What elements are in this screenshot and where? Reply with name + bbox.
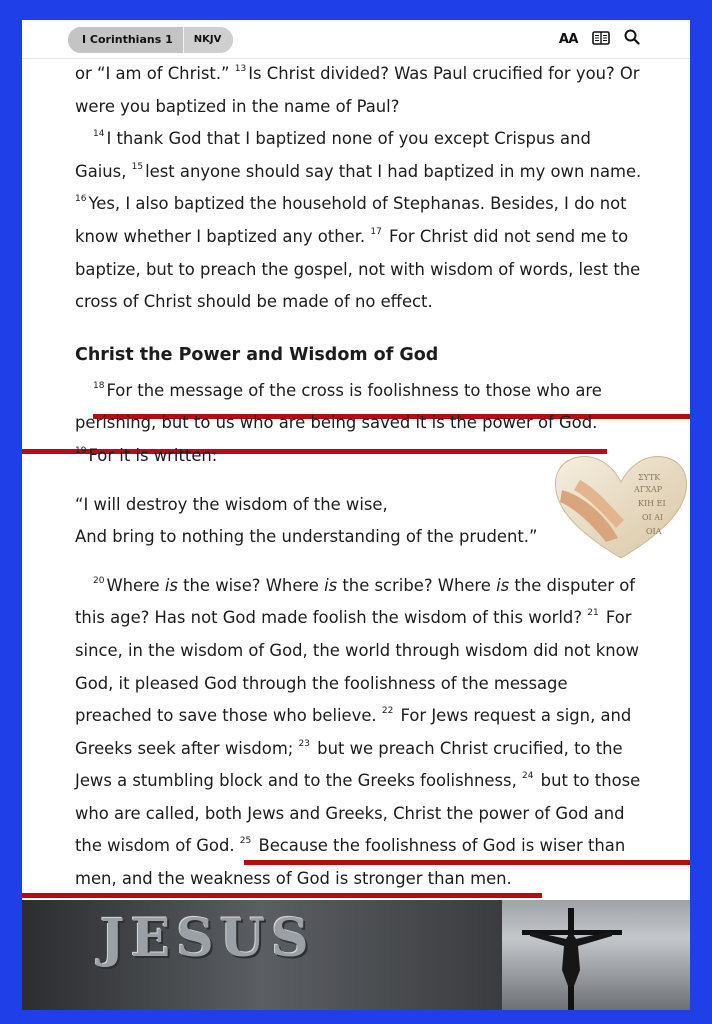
- search-icon[interactable]: [624, 29, 640, 49]
- verse-number: 19: [75, 445, 87, 456]
- banner-crucifix-panel: [502, 900, 690, 1010]
- book-chapter-button[interactable]: I Corinthians 1: [68, 27, 184, 53]
- verse-number: 23: [298, 738, 310, 749]
- verse-number: 15: [131, 161, 144, 172]
- paragraph: $^{20}$ Where is the wise? Where is the scribe? Where is the disputer of this age? Has not God made foolish the wisdom of this world? $^{21}$ For since, in the wisdom of God, the world through wisdom did not know God, it pleased God through the foolishness of the message preached to save those who believe. $^{22}$ For Jews request a sign, and Greeks seek after wisdom; $^{23}$ but we preach Christ crucified, to the Jews a stumbling block and to the Greeks foolishness, $^{24}$ but to those who are called, both Jews and Greeks, Christ the power of God and the wisdom of God. $^{25}$ Because the foolishness of God is wiser than men, and the weakness of God is stronger than men.: [75, 575, 641, 889]
- paragraph: $^{18}$ For the message of the cross is foolishness to those who are perishing, but to us who are being saved it is the power of God.: [75, 380, 602, 433]
- paragraph: or “I am of Christ.” $^{13}$ Is Christ divided? Was Paul crucified for you? Or were you baptized in the name of Paul?: [75, 64, 640, 116]
- svg-text:ΟΙΑ: ΟΙΑ: [646, 527, 662, 536]
- verse-number: 18: [93, 380, 105, 391]
- svg-text:ΚΙΗ ΕΙ: ΚΙΗ ΕΙ: [638, 499, 666, 508]
- verse-number: 22: [381, 706, 394, 717]
- verse-number: 17: [370, 226, 382, 237]
- verse-number: 25: [239, 836, 252, 847]
- banner-word: JESUS: [100, 908, 315, 969]
- text-size-icon[interactable]: AA: [558, 31, 578, 47]
- passage-selector[interactable]: [68, 27, 233, 53]
- verse-number: 21: [587, 608, 599, 619]
- book-icon[interactable]: [592, 30, 610, 49]
- quote-line: And bring to nothing the understanding of the prudent.”: [75, 527, 538, 547]
- reader-toolbar: [22, 20, 690, 59]
- paragraph: $^{14}$ I thank God that I baptized none of you except Crispus and Gaius, $^{15}$ lest anyone should say that I had baptized in my own name. $^{16}$ Yes, I also baptized the household of Stephanas. Besides, I do not know whether I baptized any other. $^{17}$ For Christ did not send me to baptize, but to preach the gospel, not with wisdom of words, lest the cross of Christ should be made of no effect.: [75, 129, 642, 312]
- jesus-banner-image: [22, 900, 690, 1010]
- version-button[interactable]: NKJV: [184, 27, 234, 53]
- verse-number: 16: [75, 194, 87, 205]
- heart-image: [550, 450, 690, 566]
- svg-text:ΟΙ ΑΙ: ΟΙ ΑΙ: [642, 513, 664, 522]
- section-heading: Christ the Power and Wisdom of God: [75, 344, 439, 365]
- verse-number: 20: [93, 575, 105, 586]
- quote-line: “I will destroy the wisdom of the wise,: [75, 494, 388, 514]
- svg-text:ΑΓΧΑΡ: ΑΓΧΑΡ: [634, 485, 663, 494]
- paragraph: $^{19}$ For it is written:: [75, 445, 218, 465]
- verse-number: 13: [234, 64, 247, 74]
- svg-text:ΣΥΤΚ: ΣΥΤΚ: [638, 473, 661, 482]
- reader-page: [22, 20, 690, 1010]
- verse-number: 24: [522, 771, 534, 782]
- verse-number: 14: [93, 129, 105, 140]
- crucifix-icon: [502, 900, 690, 1010]
